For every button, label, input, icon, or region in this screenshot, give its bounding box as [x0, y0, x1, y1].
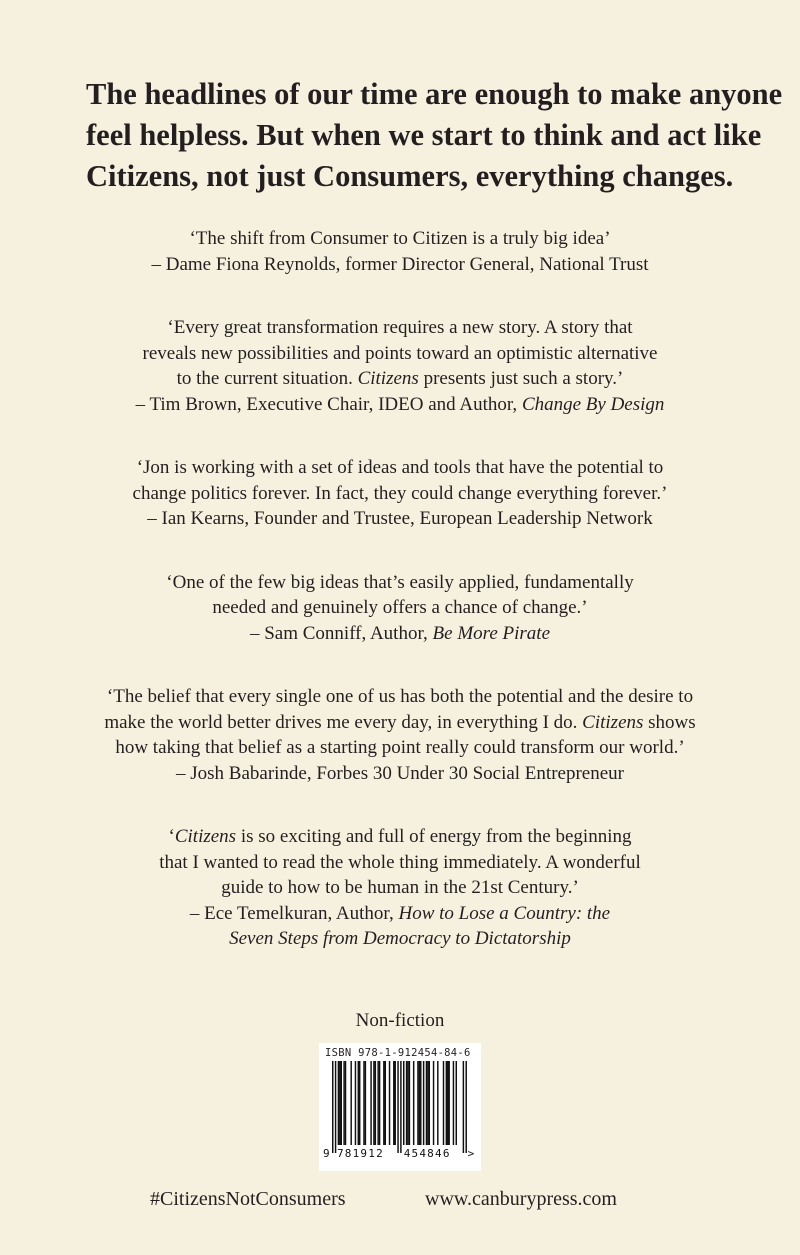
barcode-bar	[406, 1061, 407, 1145]
italic-title: How to Lose a Country: the	[398, 902, 611, 924]
quote-text: guide to how to be human in the 21st Century.’	[221, 877, 579, 898]
barcode-bar	[359, 1061, 360, 1145]
endorsement-quote	[0, 824, 800, 952]
quote-line	[0, 761, 800, 787]
barcode-bar	[409, 1061, 410, 1145]
barcode-bar	[370, 1061, 371, 1145]
italic-title: Change By Design	[521, 393, 665, 415]
quote-line	[0, 455, 800, 481]
italic-title: Citizens	[174, 826, 237, 847]
quote-text: change politics forever. In fact, they could change everything forever.’	[132, 482, 668, 504]
quote-line	[0, 824, 800, 850]
barcode-bar	[407, 1061, 408, 1145]
barcode-bar	[355, 1061, 356, 1145]
headline-line: feel helpless. But when we start to think and act like	[86, 118, 762, 152]
quote-text: – Dame Fiona Reynolds, former Director General, National Trust	[151, 253, 649, 275]
italic-title: Citizens	[357, 368, 419, 389]
barcode-bar	[341, 1061, 342, 1145]
barcode-bar	[419, 1061, 420, 1145]
barcode-bar	[456, 1061, 457, 1145]
barcode-bar	[433, 1061, 434, 1145]
quote-line	[0, 926, 800, 952]
quote-line	[0, 506, 800, 532]
barcode-bar	[375, 1061, 376, 1145]
barcode-bar	[400, 1061, 401, 1153]
endorsement-quote	[0, 570, 800, 647]
barcode-bar	[339, 1061, 340, 1145]
back-cover-headline	[86, 74, 783, 197]
quote-text: reveals new possibilities and points toward an optimistic alternative	[142, 342, 658, 364]
quote-text: that I wanted to read the whole thing immediately. A wonderful	[159, 851, 641, 873]
barcode-bar	[397, 1061, 398, 1153]
isbn-barcode	[319, 1043, 481, 1171]
headline-line: The headlines of our time are enough to make anyone	[86, 77, 783, 111]
barcode-bar	[446, 1061, 447, 1145]
endorsement-quote	[0, 226, 800, 277]
barcode-digits: 9	[323, 1147, 331, 1160]
barcode-bar	[453, 1061, 454, 1145]
quote-line	[0, 901, 800, 927]
quote-text: – Ian Kearns, Founder and Trustee, European Leadership Network	[147, 508, 653, 529]
quote-text: ‘	[168, 826, 175, 847]
barcode-bar	[413, 1061, 414, 1145]
quote-text: to the current situation.	[176, 368, 358, 389]
quote-text: how taking that belief as a starting point really could transform our world.’	[115, 737, 685, 758]
quote-line	[0, 341, 800, 367]
quote-text: ‘One of the few big ideas that’s easily applied, fundamentally	[166, 571, 634, 593]
endorsement-quote	[0, 455, 800, 532]
endorsement-quotes	[0, 226, 800, 990]
barcode-bar	[443, 1061, 444, 1145]
quote-line	[0, 621, 800, 647]
barcode-bar	[335, 1061, 336, 1153]
quote-line	[0, 595, 800, 621]
quote-line	[0, 315, 800, 341]
quote-line	[0, 392, 800, 418]
quote-line	[0, 366, 800, 392]
quote-text: – Ece Temelkuran, Author,	[189, 902, 399, 924]
genre-label: Non-fiction	[355, 1010, 445, 1031]
publisher-website[interactable]: www.canburypress.com	[425, 1188, 617, 1210]
quote-text: needed and genuinely offers a chance of change.’	[212, 597, 588, 618]
barcode-bar	[343, 1061, 344, 1145]
barcode-bar	[385, 1061, 386, 1145]
quote-line	[0, 252, 800, 278]
barcode-bar	[448, 1061, 449, 1145]
quote-text: ‘Jon is working with a set of ideas and tools that have the potential to	[136, 457, 664, 478]
barcode-bar	[338, 1061, 339, 1145]
barcode-digits: 454846	[403, 1147, 451, 1160]
barcode-bar	[423, 1061, 424, 1145]
barcode-bar	[427, 1061, 428, 1145]
quote-line	[0, 710, 800, 736]
barcode-bar	[420, 1061, 421, 1145]
barcode-bar	[373, 1061, 374, 1145]
barcode-graphic	[319, 1043, 481, 1171]
quote-line	[0, 570, 800, 596]
italic-title: Be More Pirate	[432, 622, 551, 644]
barcode-bar	[358, 1061, 359, 1145]
barcode-bar	[379, 1061, 380, 1145]
quote-line	[0, 850, 800, 876]
quote-text: – Josh Babarinde, Forbes 30 Under 30 Social Entrepreneur	[176, 762, 624, 784]
quote-line	[0, 735, 800, 761]
quote-text: is so exciting and full of energy from the beginning	[236, 826, 632, 847]
quote-text: ‘Every great transformation requires a new story. A story that	[167, 317, 633, 338]
barcode-bar	[393, 1061, 394, 1145]
barcode-bar	[394, 1061, 395, 1145]
barcode-bar	[383, 1061, 384, 1145]
quote-text: – Sam Conniff, Author,	[249, 622, 433, 644]
italic-title: Citizens	[582, 711, 644, 733]
hashtag: #CitizensNotConsumers	[150, 1188, 346, 1210]
italic-title: Seven Steps from Democracy to Dictatorship	[229, 928, 571, 949]
quote-text: ‘The shift from Consumer to Citizen is a truly big idea’	[189, 228, 611, 249]
quote-text: presents just such a story.’	[418, 368, 624, 389]
barcode-bar	[426, 1061, 427, 1145]
headline-line: Citizens, not just Consumers, everything changes.	[86, 159, 734, 193]
quote-line	[0, 875, 800, 901]
barcode-digits: >	[467, 1147, 476, 1160]
endorsement-quote	[0, 315, 800, 417]
quote-line	[0, 684, 800, 710]
quote-text: make the world better drives me every day, in everything I do.	[104, 711, 583, 733]
barcode-bar	[429, 1061, 430, 1145]
barcode-digits: 781912	[336, 1147, 384, 1160]
barcode-bar	[363, 1061, 364, 1145]
barcode-bar	[417, 1061, 418, 1145]
quote-text: ‘The belief that every single one of us has both the potential and the desire to	[106, 686, 694, 707]
barcode-bar	[463, 1061, 464, 1153]
barcode-bar	[345, 1061, 346, 1145]
endorsement-quote	[0, 684, 800, 786]
barcode-bar	[389, 1061, 390, 1145]
quote-line	[0, 481, 800, 507]
barcode-bar	[332, 1061, 333, 1153]
isbn-number: ISBN 978-1-912454-84-6	[325, 1047, 471, 1059]
barcode-bar	[377, 1061, 378, 1145]
quote-text: – Tim Brown, Executive Chair, IDEO and Author,	[135, 393, 522, 415]
barcode-bar	[465, 1061, 466, 1153]
quote-line	[0, 226, 800, 252]
barcode-bar	[447, 1061, 448, 1145]
barcode-bar	[350, 1061, 351, 1145]
barcode-bar	[437, 1061, 438, 1145]
quote-text: shows	[643, 711, 696, 733]
barcode-bar	[403, 1061, 404, 1145]
barcode-bar	[365, 1061, 366, 1145]
